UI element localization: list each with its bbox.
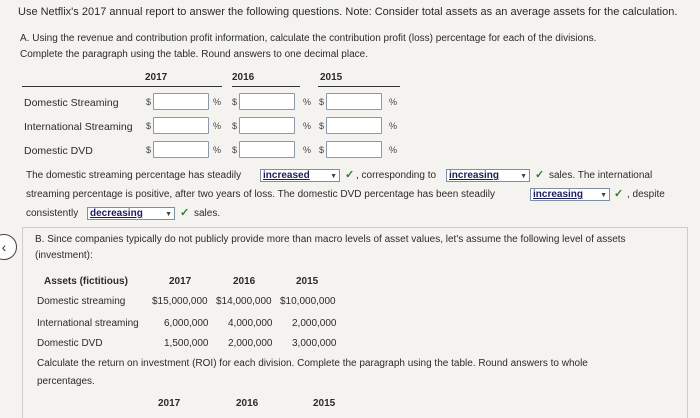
- row-label-international-streaming: International Streaming: [24, 121, 133, 133]
- assets-cell: $15,000,000: [152, 296, 208, 307]
- row-label-domestic-dvd: Domestic DVD: [24, 145, 93, 157]
- input-domestic-streaming-2016[interactable]: [239, 93, 295, 110]
- roi-year-header-2016: 2016: [236, 398, 259, 409]
- dropdown-value: increasing: [533, 189, 584, 200]
- para-line1-end: sales. The international: [549, 170, 653, 181]
- dropdown-value: increased: [263, 170, 310, 181]
- roi-year-header-2017: 2017: [158, 398, 181, 409]
- percent-sign: %: [303, 97, 312, 107]
- header-rule-right: [318, 86, 400, 87]
- year-header-2017: 2017: [145, 72, 168, 83]
- para-line2-start: streaming percentage is positive, after two years of loss. The domestic DVD percentage has been steadily: [26, 189, 495, 200]
- assets-cell: 4,000,000: [228, 318, 273, 329]
- assets-cell: $14,000,000: [216, 296, 272, 307]
- part-b-instruction-line1: B. Since companies typically do not publicly provide more than macro levels of asset values, let's assume the following level of assets: [35, 234, 626, 245]
- assets-cell: 2,000,000: [228, 338, 273, 349]
- percent-sign: %: [303, 145, 312, 155]
- check-icon: ✓: [345, 169, 355, 181]
- dropdown-domestic-sales-trend[interactable]: [446, 169, 530, 182]
- para-line1-mid: , corresponding to: [356, 170, 437, 181]
- para-line1-start: The domestic streaming percentage has steadily: [26, 170, 242, 181]
- input-domestic-streaming-2015[interactable]: [326, 93, 382, 110]
- chevron-left-icon: ‹: [1, 239, 7, 255]
- assets-row-label: International streaming: [37, 318, 139, 329]
- para-line3-start: consistently: [26, 208, 79, 219]
- part-b-instruction-line2: (investment):: [35, 250, 93, 261]
- assets-cell: $10,000,000: [280, 296, 336, 307]
- assets-header-label: Assets (fictitious): [44, 276, 128, 287]
- dollar-sign: $: [232, 145, 238, 155]
- percent-sign: %: [389, 97, 398, 107]
- row-label-domestic-streaming: Domestic Streaming: [24, 97, 119, 109]
- percent-sign: %: [389, 145, 398, 155]
- dropdown-value: decreasing: [90, 208, 143, 219]
- para-line2-end: , despite: [627, 189, 665, 200]
- input-international-streaming-2015[interactable]: [326, 117, 382, 134]
- dollar-sign: $: [146, 121, 152, 131]
- header-rule-mid: [232, 86, 300, 87]
- para-line3-end: sales.: [194, 208, 221, 219]
- dollar-sign: $: [146, 145, 152, 155]
- dropdown-domestic-dvd-trend[interactable]: [530, 188, 610, 201]
- assets-cell: 6,000,000: [164, 318, 209, 329]
- year-header-2016: 2016: [232, 72, 255, 83]
- chevron-down-icon: ▼: [600, 192, 607, 199]
- check-icon: ✓: [614, 188, 624, 200]
- calc-instruction-line2: percentages.: [37, 376, 95, 387]
- dollar-sign: $: [146, 97, 152, 107]
- roi-year-header-2015: 2015: [313, 398, 336, 409]
- assets-header-2016: 2016: [233, 276, 256, 287]
- back-button[interactable]: [0, 234, 17, 260]
- input-international-streaming-2016[interactable]: [239, 117, 295, 134]
- assets-cell: 3,000,000: [292, 338, 337, 349]
- dollar-sign: $: [232, 97, 238, 107]
- dropdown-domestic-streaming-trend[interactable]: [260, 169, 340, 182]
- input-domestic-dvd-2015[interactable]: [326, 141, 382, 158]
- assets-row-label: Domestic streaming: [37, 296, 126, 307]
- assets-row-label: Domestic DVD: [37, 338, 103, 349]
- input-domestic-streaming-2017[interactable]: [153, 93, 209, 110]
- percent-sign: %: [303, 121, 312, 131]
- chevron-down-icon: ▼: [165, 211, 172, 218]
- check-icon: ✓: [535, 169, 545, 181]
- year-header-2015: 2015: [320, 72, 343, 83]
- percent-sign: %: [389, 121, 398, 131]
- input-domestic-dvd-2017[interactable]: [153, 141, 209, 158]
- check-icon: ✓: [180, 207, 190, 219]
- assets-header-2017: 2017: [169, 276, 192, 287]
- part-a-instruction-line2: Complete the paragraph using the table. Round answers to one decimal place.: [20, 49, 368, 60]
- chevron-down-icon: ▼: [330, 173, 337, 180]
- calc-instruction-line1: Calculate the return on investment (ROI) for each division. Complete the paragraph using the table. Round answers to whole: [37, 358, 588, 369]
- dropdown-dvd-sales-trend[interactable]: [87, 207, 175, 220]
- dollar-sign: $: [319, 145, 325, 155]
- assets-cell: 1,500,000: [164, 338, 209, 349]
- dollar-sign: $: [232, 121, 238, 131]
- dollar-sign: $: [319, 121, 325, 131]
- input-domestic-dvd-2016[interactable]: [239, 141, 295, 158]
- header-rule-left: [22, 86, 222, 87]
- dropdown-value: increasing: [449, 170, 500, 181]
- chevron-down-icon: ▼: [520, 173, 527, 180]
- assets-header-2015: 2015: [296, 276, 319, 287]
- percent-sign: %: [213, 97, 222, 107]
- assets-cell: 2,000,000: [292, 318, 337, 329]
- intro-text: Use Netflix's 2017 annual report to answer the following questions. Note: Consider total assets as an average assets for the calculation.: [18, 6, 678, 18]
- part-a-instruction-line1: A. Using the revenue and contribution profit information, calculate the contribution profit (loss) percentage for each of the divisions.: [20, 33, 597, 44]
- percent-sign: %: [213, 121, 222, 131]
- input-international-streaming-2017[interactable]: [153, 117, 209, 134]
- dollar-sign: $: [319, 97, 325, 107]
- percent-sign: %: [213, 145, 222, 155]
